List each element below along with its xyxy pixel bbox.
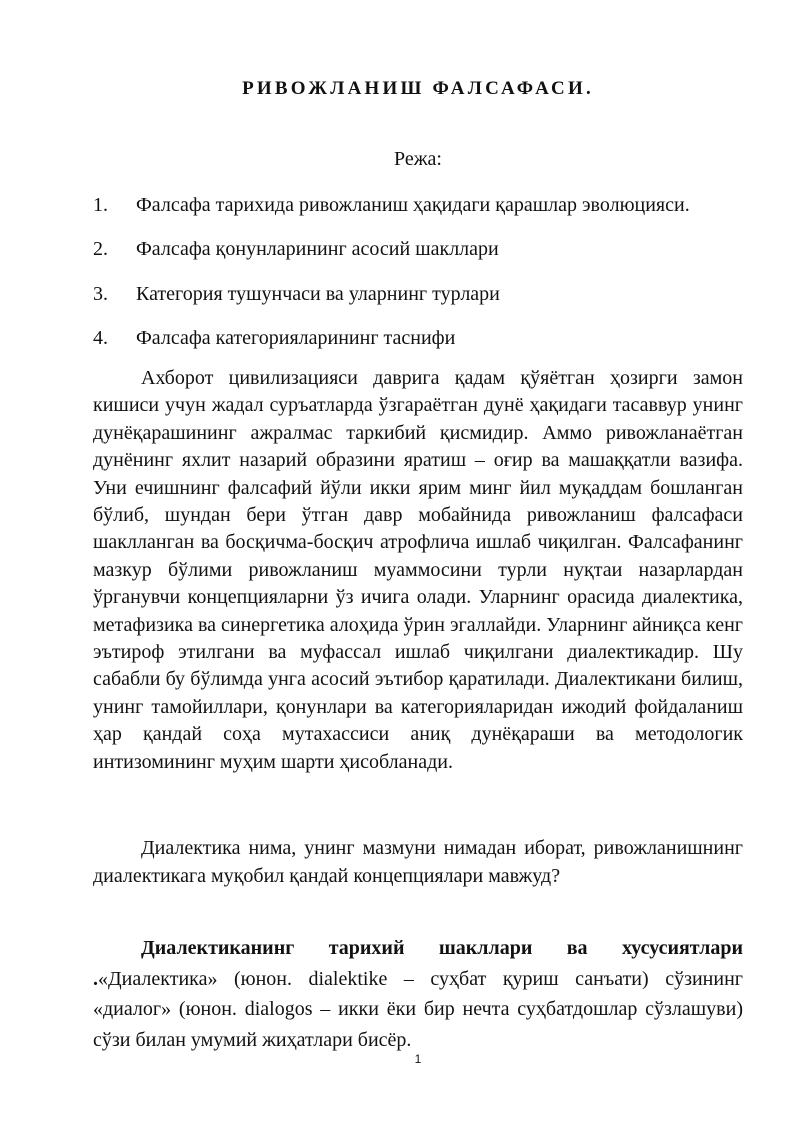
section-text: «Диалектика» (юнон. dialektike – суҳбат қуриш санъати) сўзининг «диалог» (юнон. dialogos – икки ёки бир нечта суҳбатдошлар сўзлашуви) сўзи билан умумий жиҳатлари бисёр. (93, 967, 743, 1051)
plan-item-2 (93, 234, 743, 278)
plan-list (93, 190, 743, 367)
page-number: 1 (414, 1052, 422, 1066)
section-heading: Диалектиканинг тарихий шакллари ва хусусиятлари . (93, 937, 743, 990)
body-paragraph-1: Ахборот цивилизацияси даврига қадам қўяётган ҳозирги замон кишиси учун жадал суръатларда ўзгараётган дунё ҳақидаги тасаввур унинг дунёқарашининг ажралмас таркибий қисмидир. Аммо ривожланаётган дунёнинг яхлит назарий образини яратиш – оғир ва машаққатли вазифа. Уни ечишнинг фалсафий йўли икки ярим минг йил муқаддам бошланган бўлиб, шундан бери ўтган давр мобайнида ривожланиш фалсафаси шаклланган ва босқичма-босқич атрофлича ишлаб чиқилган. Фалсафанинг мазкур бўлими ривожланиш муаммосини турли нуқтаи назарлардан ўрганувчи концепцияларни ўз ичига олади. Уларнинг орасида диалектика, метафизика ва синергетика алоҳида ўрин эгаллайди. Уларнинг айниқса кенг эътироф этилгани ва муфассал ишлаб чиқилгани диалектикадир. Шу сабабли бу бўлимда унга асосий эътибор қаратилади. Диалектикани билиш, унинг тамойиллари, қонунлари ва категорияларидан ижодий фойдаланиш ҳар қандай соҳа мутахассиси аниқ дунёқараши ва методологик интизомининг муҳим шарти ҳисобланади. (93, 367, 743, 773)
plan-item-text: Фалсафа категорияларининг таснифи (136, 326, 456, 349)
plan-heading: Режа: (394, 148, 442, 170)
plan-item-number: 2. (93, 238, 108, 261)
plan-item-4 (93, 323, 743, 367)
plan-item-text: Фалсафа тарихида ривожланиш ҳақидаги қарашлар эволюцияси. (136, 194, 690, 216)
plan-item-1 (93, 190, 743, 234)
plan-item-number: 4. (93, 326, 108, 349)
body-paragraph-3 (93, 933, 743, 1055)
plan-item-number: 1. (93, 194, 108, 216)
plan-item-number: 3. (93, 282, 108, 305)
plan-item-text: Фалсафа қонунларининг асосий шакллари (136, 238, 499, 261)
plan-item-3 (93, 279, 743, 323)
body-paragraph-2: Диалектика нима, унинг мазмуни нимадан иборат, ривожланишнинг диалектикага муқобил қандай концепциялари мавжуд? (93, 837, 743, 887)
document-page (93, 0, 743, 1131)
document-title: РИВОЖЛАНИШ ФАЛСАФАСИ. (242, 78, 594, 99)
plan-item-text: Категория тушунчаси ва уларнинг турлари (136, 282, 500, 305)
